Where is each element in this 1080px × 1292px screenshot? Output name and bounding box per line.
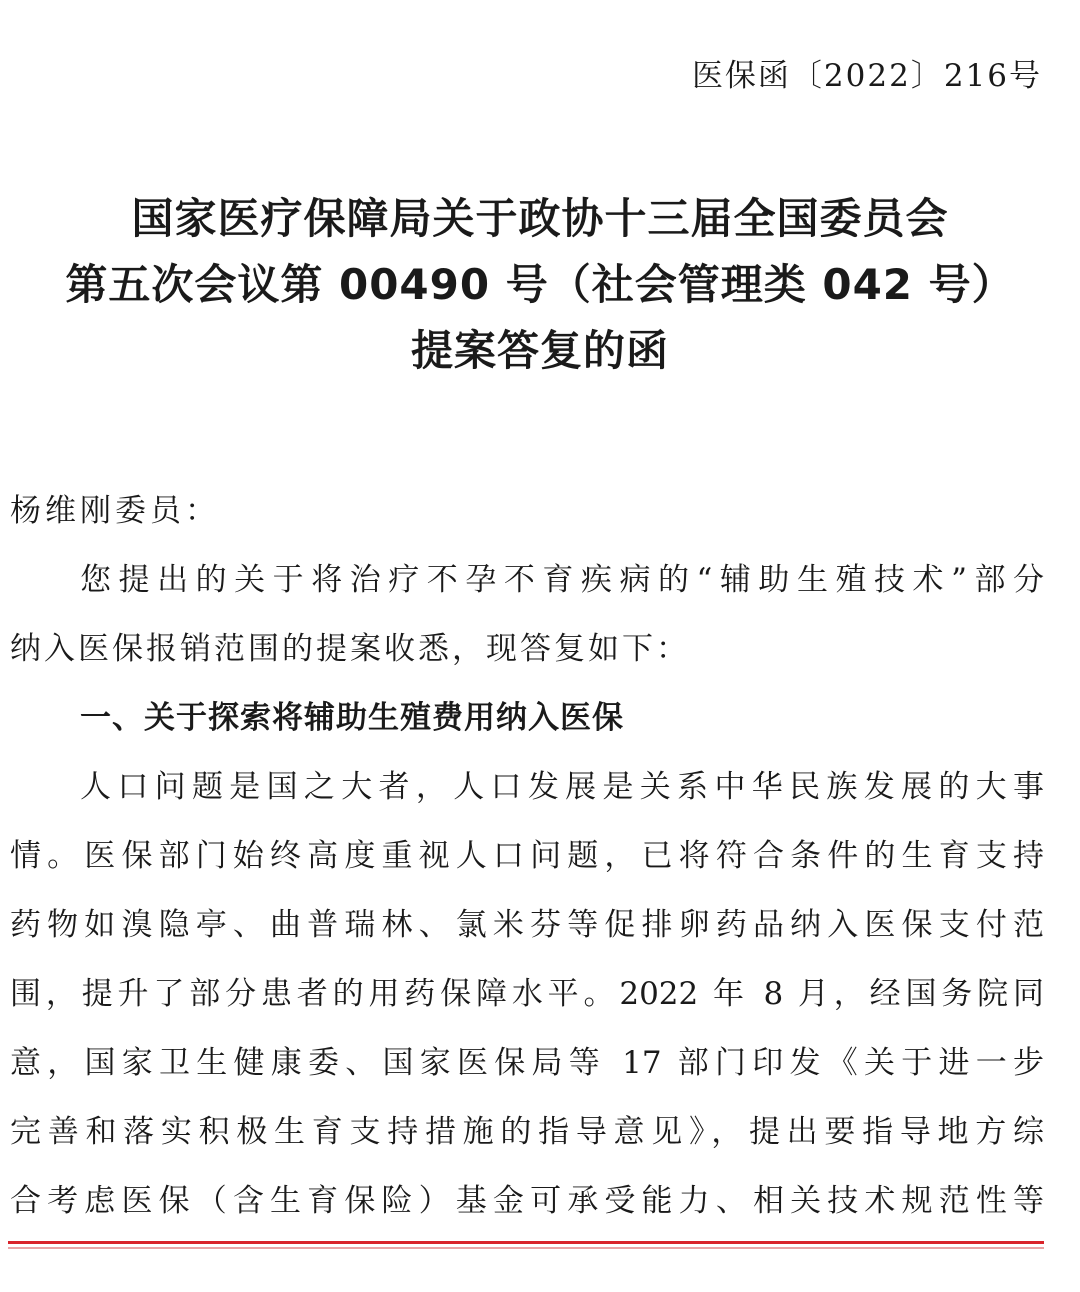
title-line-1: 国家医疗保障局关于政协十三届全国委员会 bbox=[131, 194, 949, 243]
letter-body bbox=[10, 480, 1044, 1239]
footer-red-rule bbox=[8, 1241, 1044, 1244]
document-number: 医保函〔2022〕216号 bbox=[691, 58, 1042, 94]
footer-thin-rule bbox=[8, 1247, 1044, 1249]
paragraph-1-line-2: 纳入医保报销范围的提案收悉，现答复如下： bbox=[10, 631, 690, 667]
paragraph-2-line-2: 情。医保部门始终高度重视人口问题，已将符合条件的生育支持 bbox=[10, 838, 1044, 874]
document-title bbox=[0, 186, 1080, 384]
paragraph-2-line-5: 意，国家卫生健康委、国家医保局等 17 部门印发《关于进一步 bbox=[10, 1045, 1044, 1081]
salutation: 杨维刚委员： bbox=[10, 493, 220, 529]
paragraph-2-line-4: 围，提升了部分患者的用药保障水平。2022 年 8 月，经国务院同 bbox=[10, 976, 1044, 1012]
paragraph-2-line-6: 完善和落实积极生育支持措施的指导意见》，提出要指导地方综 bbox=[10, 1114, 1044, 1150]
title-line-3: 提案答复的函 bbox=[410, 326, 669, 375]
section-1-heading: 一、关于探索将辅助生殖费用纳入医保 bbox=[80, 700, 624, 736]
title-line-2: 第五次会议第 00490 号（社会管理类 042 号） bbox=[65, 260, 1015, 309]
paragraph-1-line-1: 您提出的关于将治疗不孕不育疾病的“辅助生殖技术”部分 bbox=[80, 562, 1044, 598]
paragraph-2-line-7: 合考虑医保（含生育保险）基金可承受能力、相关技术规范性等 bbox=[10, 1183, 1044, 1219]
paragraph-2-line-1: 人口问题是国之大者，人口发展是关系中华民族发展的大事 bbox=[80, 769, 1044, 805]
paragraph-2-line-3: 药物如溴隐亭、曲普瑞林、氯米芬等促排卵药品纳入医保支付范 bbox=[10, 907, 1044, 943]
